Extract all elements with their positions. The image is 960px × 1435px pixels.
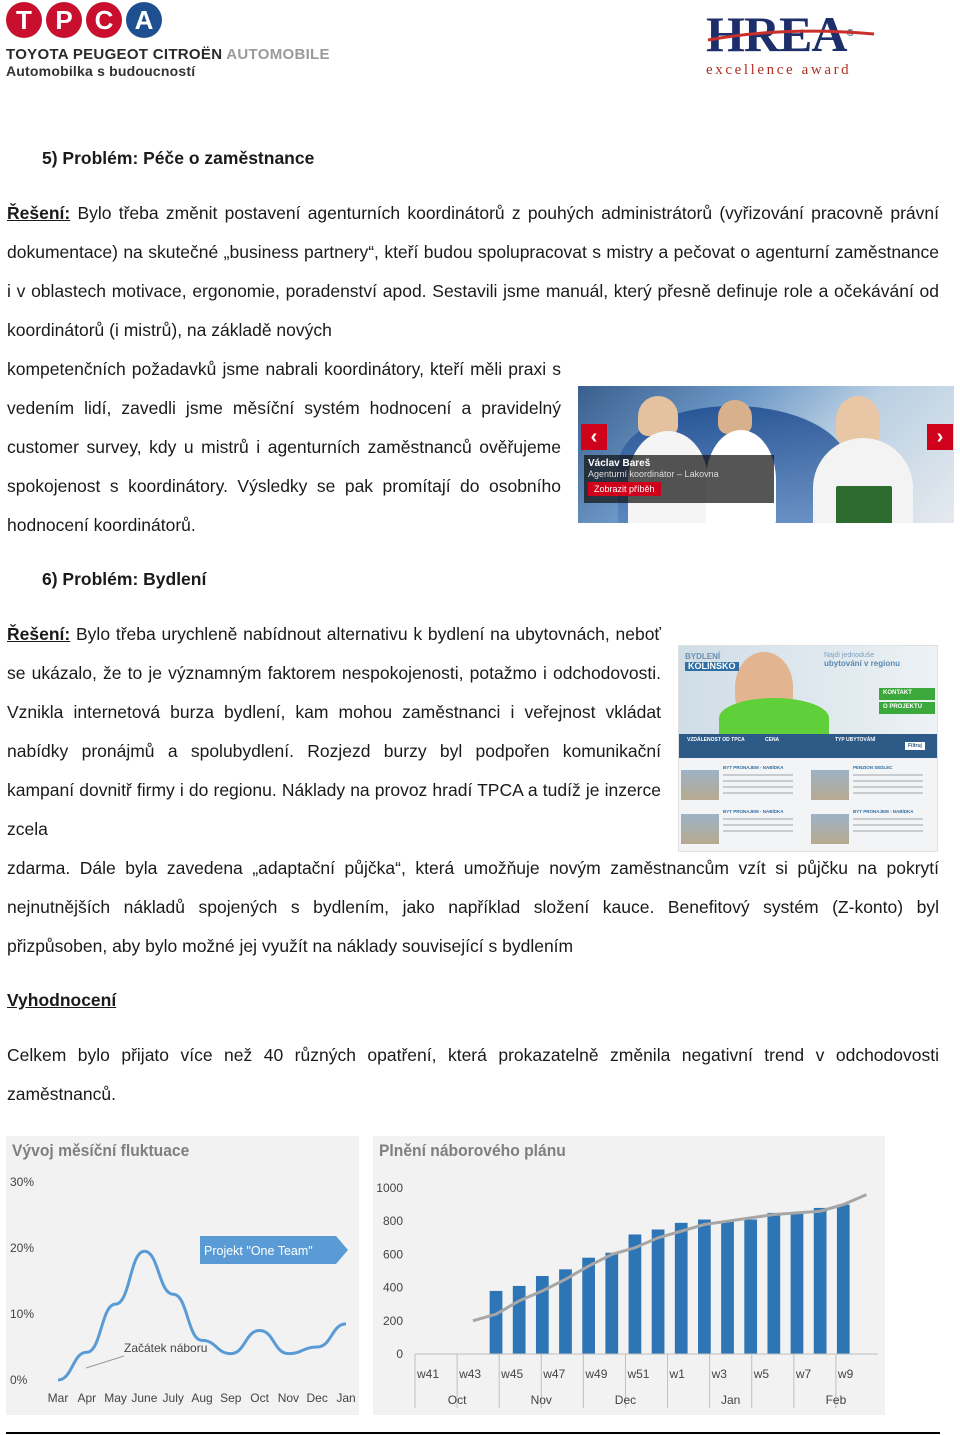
y-tick-label: 0 xyxy=(396,1347,403,1361)
week-tick-label: w49 xyxy=(585,1367,608,1381)
site-logo-top: BYDLENÍ xyxy=(685,652,721,661)
hrea-logo xyxy=(706,8,886,79)
tpca-name-grey: AUTOMOBILE xyxy=(226,46,330,63)
listing-line xyxy=(853,830,923,832)
bar xyxy=(490,1291,503,1354)
y-tick-label: 400 xyxy=(382,1280,403,1295)
evaluation-para: Celkem bylo přijato více než 40 různých opatření, která prokazatelně změnila negativní trend v odchodovosti zaměstnanců. xyxy=(7,1045,939,1104)
section5-para1 xyxy=(7,194,939,350)
site-listing-card[interactable] xyxy=(809,764,934,804)
week-tick-label: w43 xyxy=(459,1367,482,1381)
worker-right-head xyxy=(836,396,880,444)
bar xyxy=(791,1213,804,1354)
month-tick-label: Dec xyxy=(614,1393,637,1407)
site-about-button[interactable]: O PROJEKTU xyxy=(879,702,935,714)
bar xyxy=(675,1223,688,1354)
housing-website-screenshot xyxy=(678,645,938,852)
week-tick-label: w7 xyxy=(795,1367,812,1381)
y-tick-label: 30% xyxy=(10,1175,35,1189)
listing-line xyxy=(853,774,923,776)
listing-line xyxy=(723,792,793,794)
slider-prev-button[interactable]: ‹ xyxy=(581,424,607,450)
section5-para2: kompetenčních požadavků jsme nabrali koordinátory, kteří měli praxi s vedením lidí, zavedli jsme měsíční systém hodnocení a pravidelný customer survey, kdy u mistrů i agenturních zaměstnanců ověřujeme spokojenost s koordinátory. Výsledky se pak promítají do osobního hodnocení koordinátorů. xyxy=(7,359,561,535)
listing-thumb xyxy=(681,770,719,800)
month-tick-label: Nov xyxy=(530,1393,552,1407)
listing-line xyxy=(723,774,793,776)
site-slogan-2: ubytování v regionu xyxy=(824,659,901,668)
week-tick-label: w45 xyxy=(501,1367,524,1381)
fluctuation-chart-svg xyxy=(6,1136,359,1415)
bar xyxy=(837,1205,850,1354)
tpca-tagline: Automobilka s budoucností xyxy=(6,63,196,79)
show-story-button[interactable]: Zobrazit příběh xyxy=(588,482,661,496)
tpca-name-main: TOYOTA PEUGEOT CITROËN xyxy=(6,46,223,63)
hrea-registered-mark: ® xyxy=(846,28,853,39)
site-filter-type[interactable]: TYP UBYTOVÁNÍ xyxy=(835,737,876,743)
hrea-swoosh-icon xyxy=(706,28,876,42)
listing-line xyxy=(853,786,923,788)
listing-line xyxy=(853,792,923,794)
x-tick-label: Dec xyxy=(306,1391,328,1405)
x-tick-label: May xyxy=(104,1391,127,1405)
caption-name: Václav Bareš xyxy=(588,458,651,469)
site-slogan xyxy=(824,652,900,669)
listing-title: BYT PRONAJEM - NABÍDKA xyxy=(723,809,784,814)
section5-para1-text: Bylo třeba změnit postavení agenturních koordinátorů z pouhých administrátorů (vyřizování pracovně právní dokumentace) na skutečné „business partnery“, kteří budou spolupracovat s mistry a pečovat o agenturní zaměstnance i v oblastech motivace, ergonomie, poradenství apod. Sestavili jsme manuál, který přesně definuje role a očekávání od koordinátorů (i mistrů), na základě nových xyxy=(7,203,939,340)
y-tick-label: 200 xyxy=(382,1313,403,1328)
week-tick-label: w3 xyxy=(711,1367,727,1381)
tpca-logo xyxy=(6,2,330,79)
site-filter-bar xyxy=(679,734,938,758)
site-listing-card[interactable] xyxy=(679,764,804,804)
listing-line xyxy=(723,818,793,820)
caption-role: Agenturní koordinátor – Lakovna xyxy=(588,469,719,479)
bar xyxy=(721,1221,734,1354)
worker-middle-head xyxy=(718,400,752,434)
section5-reseni-label: Řešení: xyxy=(7,203,71,223)
tpca-circle-a: A xyxy=(126,2,162,38)
section6-para2: zdarma. Dále byla zavedena „adaptační půjčka“, která umožňuje novým zaměstnancům vzít si půjčku na pokrytí nejnutnějších nákladů spojených s bydlením, jako například složení kauce. Benefitový systém (Z-konto) byl přizpůsoben, aby bylo možné jej využít na náklady související s bydlením xyxy=(7,858,939,956)
tpca-circle-t: T xyxy=(6,2,42,38)
month-tick-label: Oct xyxy=(447,1393,467,1407)
x-tick-label: Aug xyxy=(191,1391,213,1405)
listing-line xyxy=(723,824,793,826)
y-tick-label: 600 xyxy=(382,1247,403,1262)
x-tick-label: July xyxy=(162,1391,184,1405)
site-hero-hoodie xyxy=(719,698,829,738)
x-tick-label: June xyxy=(131,1391,158,1405)
month-tick-label: Feb xyxy=(825,1393,847,1407)
week-tick-label: w5 xyxy=(753,1367,770,1381)
listing-line xyxy=(853,818,923,820)
plan-line xyxy=(473,1195,867,1321)
listing-line xyxy=(723,786,793,788)
listing-thumb xyxy=(811,770,849,800)
bar xyxy=(814,1208,827,1354)
week-tick-label: w1 xyxy=(669,1367,685,1381)
listing-line xyxy=(723,830,793,832)
site-listing-card[interactable] xyxy=(679,808,804,848)
week-tick-label: w47 xyxy=(543,1367,566,1381)
listing-title: BYT PRONAJEM - NABÍDKA xyxy=(723,765,784,770)
tpca-letter-circles xyxy=(6,2,326,38)
section6-heading: 6) Problém: Bydlení xyxy=(42,569,207,589)
site-hero xyxy=(679,646,938,734)
recruitment-chart xyxy=(373,1136,885,1415)
recruitment-chart-svg xyxy=(373,1136,885,1415)
bar xyxy=(652,1230,665,1355)
fluctuation-chart xyxy=(6,1136,359,1415)
site-logo xyxy=(685,652,739,671)
bar xyxy=(629,1234,642,1354)
listing-line xyxy=(723,780,793,782)
month-tick-label: Jan xyxy=(721,1393,741,1407)
x-tick-label: Apr xyxy=(77,1391,97,1405)
y-tick-label: 20% xyxy=(10,1241,35,1255)
section6-para1-text: Bylo třeba urychleně nabídnout alternativu k bydlení na ubytovnách, neboť se ukázalo, že to je významným faktorem nespokojenosti, potažmo i odchodovosti. Vznikla internetová burza bydlení, kam mohou zaměstnanci i veřejnost vkládat nabídky pronájmů a spolubydlení. Rozjezd burzy byl podpořen komunikační kampaní dovnitř firmy i do regionu. Náklady na provoz hradí TPCA a tudíž je inzerce zcela xyxy=(7,624,661,839)
slider-next-button[interactable]: › xyxy=(927,424,953,450)
bar xyxy=(605,1253,618,1354)
site-filter-distance[interactable]: VZDÁLENOST OD TPCA xyxy=(687,737,745,743)
recruitment-start-pointer xyxy=(86,1356,124,1368)
site-logo-bottom: KOLÍNSKO xyxy=(685,662,739,671)
x-tick-label: Sep xyxy=(220,1391,242,1405)
recruitment-start-label: Začátek náboru xyxy=(124,1341,208,1355)
x-tick-label: Oct xyxy=(250,1391,269,1405)
week-tick-label: w9 xyxy=(837,1367,854,1381)
hrea-text: HREA xyxy=(706,6,847,62)
tpca-circle-c: C xyxy=(86,2,122,38)
site-filter-price[interactable]: CENA xyxy=(765,737,780,743)
bar xyxy=(744,1220,757,1354)
site-filter-button[interactable]: Filtruj xyxy=(905,742,925,750)
y-tick-label: 1000 xyxy=(376,1181,403,1195)
photo-caption xyxy=(584,455,774,503)
x-tick-label: Nov xyxy=(277,1391,300,1405)
series-line-fluktuace xyxy=(58,1251,346,1380)
hrea-wordmark xyxy=(706,8,886,60)
bar xyxy=(582,1258,595,1354)
bar xyxy=(513,1286,526,1354)
site-listing-card[interactable] xyxy=(809,808,934,848)
x-tick-label: Jan xyxy=(336,1391,356,1405)
listing-line xyxy=(853,780,923,782)
y-tick-label: 800 xyxy=(382,1214,403,1229)
hrea-subtitle: excellence award xyxy=(706,62,852,78)
tpca-circle-p: P xyxy=(46,2,82,38)
one-team-callout-label: Projekt "One Team" xyxy=(204,1244,313,1258)
y-tick-label: 0% xyxy=(10,1373,28,1387)
coordinator-photo-slider xyxy=(578,386,954,523)
clipboard xyxy=(836,486,892,523)
section6-para1 xyxy=(7,615,661,849)
worker-left-head xyxy=(638,396,678,436)
listing-thumb xyxy=(681,814,719,844)
listing-line xyxy=(853,824,923,826)
x-tick-label: Mar xyxy=(47,1391,69,1405)
recruitment-chart-title: Plnění náborového plánu xyxy=(379,1141,566,1160)
y-tick-label: 10% xyxy=(10,1307,35,1321)
bottom-rule xyxy=(6,1432,940,1434)
listing-title: PENZION SEDLEC xyxy=(853,765,893,770)
section5-heading: 5) Problém: Péče o zaměstnance xyxy=(42,148,315,168)
week-tick-label: w41 xyxy=(417,1367,440,1381)
tpca-company-name xyxy=(6,46,330,63)
site-contact-button[interactable]: KONTAKT xyxy=(879,688,935,700)
bar xyxy=(767,1213,780,1354)
week-tick-label: w51 xyxy=(627,1367,650,1381)
listing-thumb xyxy=(811,814,849,844)
listing-title: BYT PRONAJEM - NABÍDKA xyxy=(853,809,914,814)
evaluation-heading: Vyhodnocení xyxy=(7,990,117,1010)
fluctuation-chart-title: Vývoj měsíční fluktuace xyxy=(12,1141,190,1160)
section6-reseni-label: Řešení: xyxy=(7,624,71,644)
site-slogan-1: Najdi jednoduše xyxy=(824,652,875,659)
bar xyxy=(698,1220,711,1354)
